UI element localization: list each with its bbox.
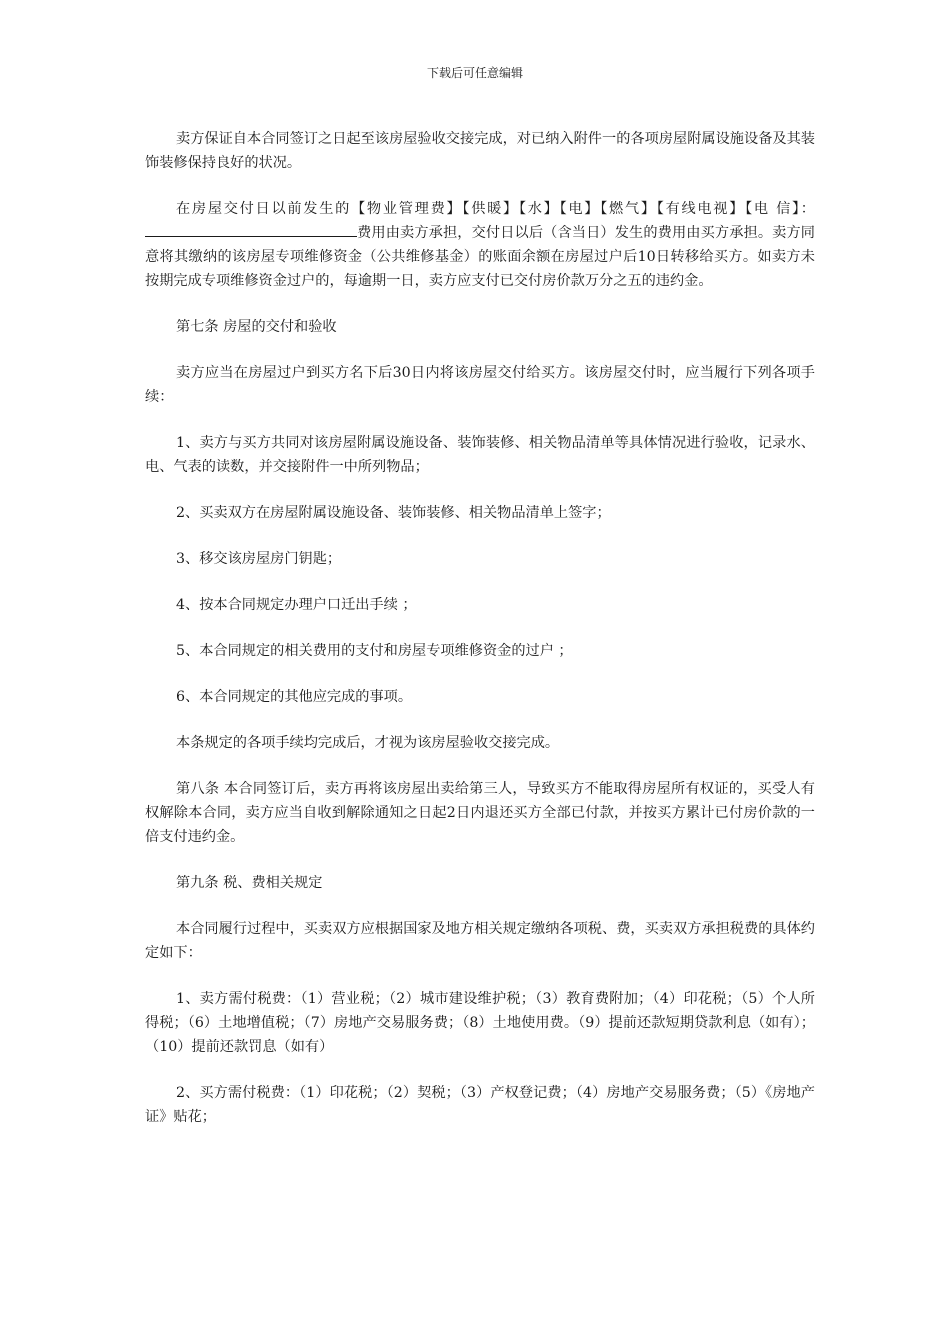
list-item-seller-taxes: 1、卖方需付税费：（1）营业税；（2）城市建设维护税；（3）教育费附加；（4）印花税；（5）个人所得税；（6）土地增值税；（7）房地产交易服务费；（8）土地使用费。（9）提前还款短期贷款利息（如有）；（10）提前还款罚息（如有） <box>145 991 815 1055</box>
document-body <box>145 127 815 1151</box>
fees-text-before-blank: 在房屋交付日以前发生的【物业管理费】【供暖】【水】【电】【燃气】【有线电视】【电 信】： <box>176 201 815 217</box>
list-item-household-registration: 4、按本合同规定办理户口迁出手续 ； <box>176 597 417 613</box>
paragraph-tax-obligations: 本合同履行过程中，买卖双方应根据国家及地方相关规定缴纳各项税、费，买卖双方承担税费的具体约定如下： <box>145 921 815 961</box>
paragraph-seller-guarantee: 卖方保证自本合同签订之日起至该房屋验收交接完成，对已纳入附件一的各项房屋附属设施设备及其装饰装修保持良好的状况。 <box>145 131 815 171</box>
list-item-hand-over-keys: 3、移交该房屋房门钥匙； <box>176 551 342 567</box>
paragraph-delivery-deadline: 卖方应当在房屋过户到买方名下后30日内将该房屋交付给买方。该房屋交付时，应当履行下列各项手续： <box>145 365 815 405</box>
page-header-note: 下载后可任意编辑 <box>426 66 523 80</box>
fees-text-after-blank: 费用由卖方承担，交付日以后（含当日）发生的费用由买方承担。卖方同意将其缴纳的该房屋专项维修资金（公共维修基金）的账面余额在房屋过户后10日转移给买方。如卖方未按期完成专项维修资金过户的，每逾期一日，卖方应支付已交付房价款万分之五的违约金。 <box>145 225 815 289</box>
paragraph-fees-before-delivery <box>145 197 815 293</box>
list-item-inspection: 1、卖方与买方共同对该房屋附属设施设备、装饰装修、相关物品清单等具体情况进行验收，记录水、电、气表的读数，并交接附件一中所列物品； <box>145 435 815 475</box>
paragraph-completion-condition: 本条规定的各项手续均完成后，才视为该房屋验收交接完成。 <box>176 735 560 751</box>
fee-blank-field[interactable] <box>145 222 357 237</box>
article-9-title: 第九条 税、费相关规定 <box>176 875 323 891</box>
list-item-fee-payment: 5、本合同规定的相关费用的支付和房屋专项维修资金的过户 ； <box>176 643 573 659</box>
article-7-title: 第七条 房屋的交付和验收 <box>176 319 337 335</box>
article-8-text: 第八条 本合同签订后，卖方再将该房屋出卖给第三人，导致买方不能取得房屋所有权证的，买受人有权解除本合同，卖方应当自收到解除通知之日起2日内退还买方全部已付款，并按买方累计已付房价款的一倍支付违约金。 <box>145 781 815 845</box>
list-item-other-matters: 6、本合同规定的其他应完成的事项。 <box>176 689 413 705</box>
list-item-sign-list: 2、买卖双方在房屋附属设施设备、装饰装修、相关物品清单上签字； <box>176 505 611 521</box>
list-item-buyer-taxes: 2、买方需付税费：（1）印花税；（2）契税；（3）产权登记费；（4）房地产交易服务费；（5）《房地产证》贴花； <box>145 1085 815 1125</box>
